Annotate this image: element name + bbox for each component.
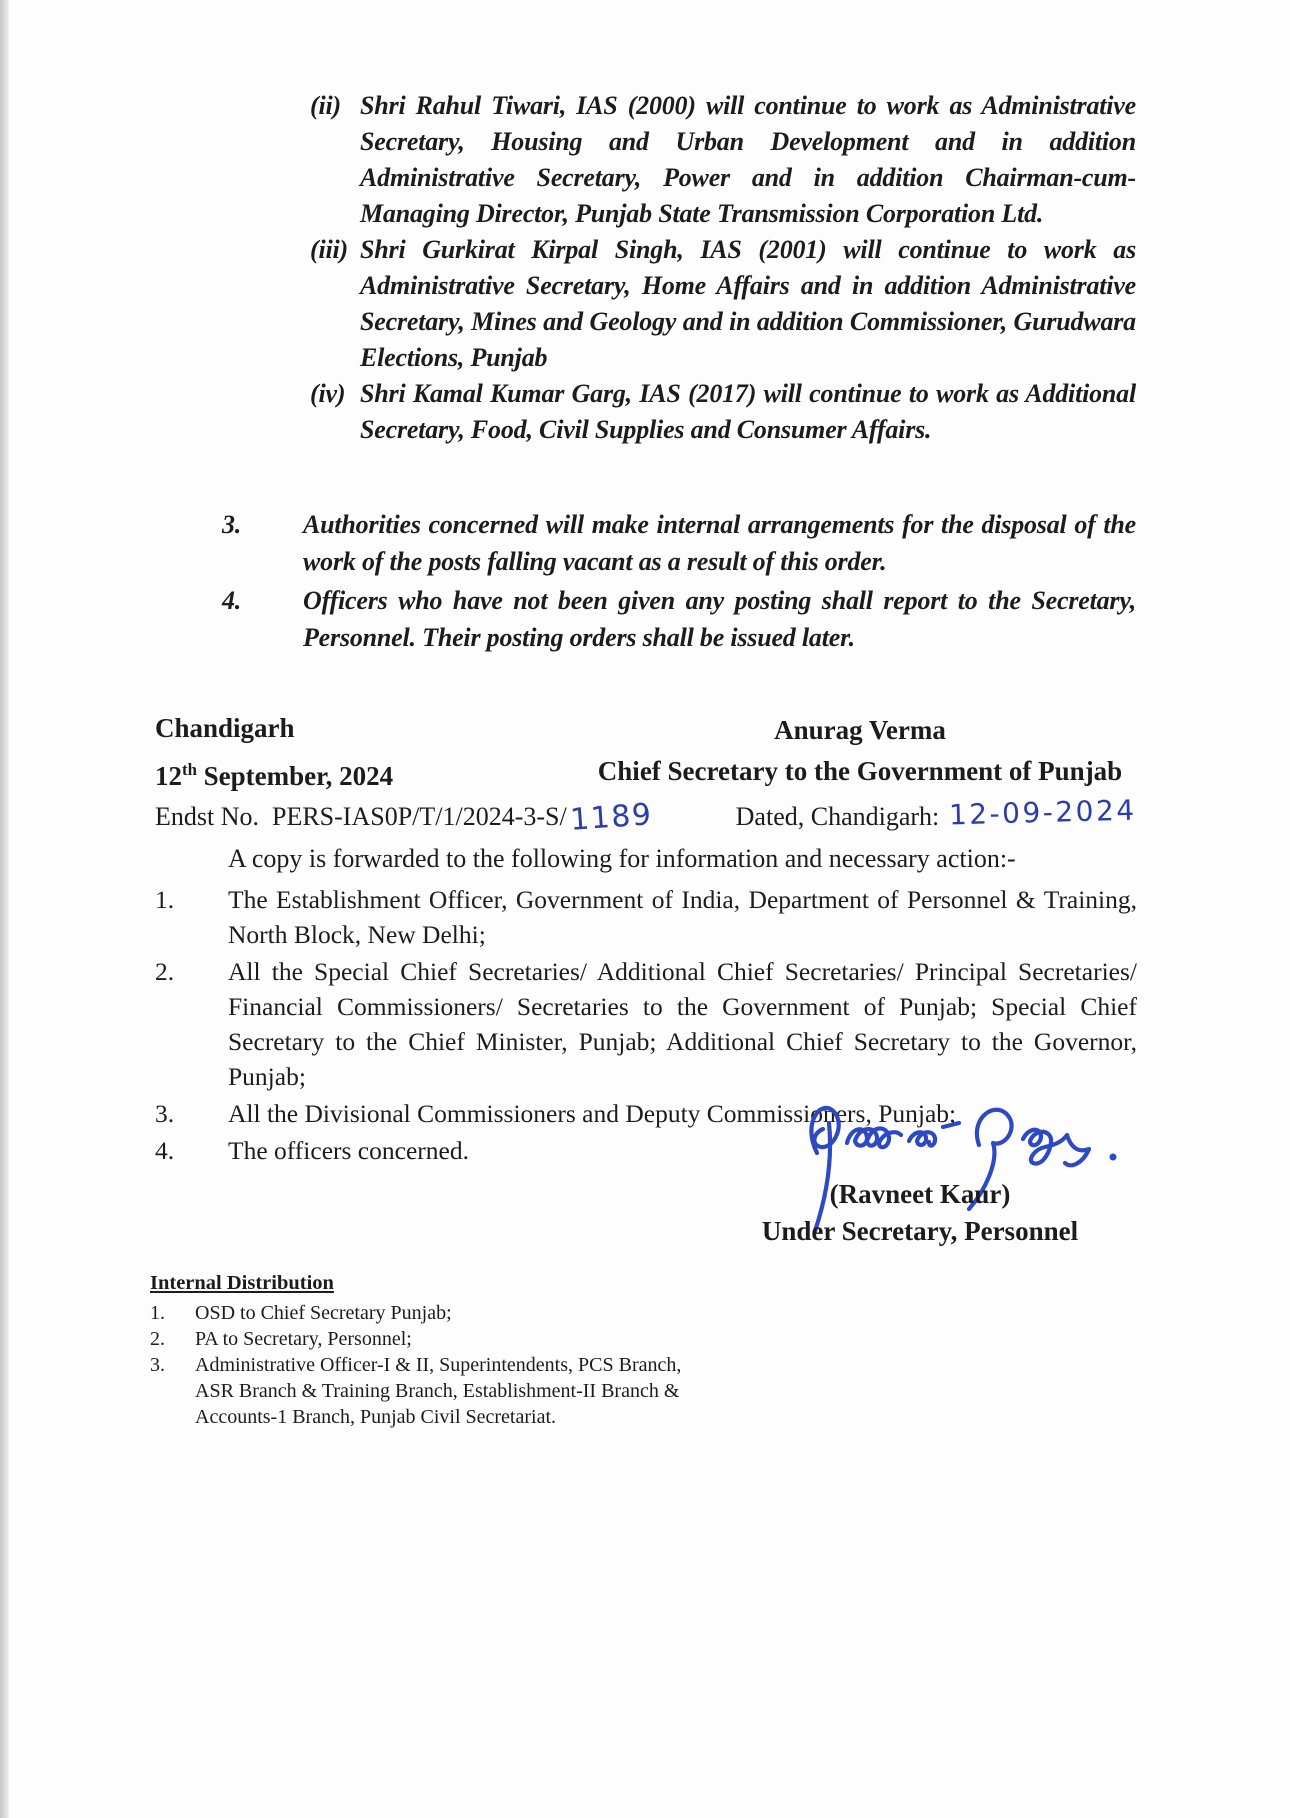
endorsement-date-group — [735, 793, 1138, 834]
order-item-ii — [310, 88, 1136, 232]
dated-label: Dated, Chandigarh: — [735, 802, 940, 831]
officer-order-list — [310, 88, 1136, 448]
forwarding-item-text: All the Divisional Commissioners and Deputy Commissioners, Punjab; — [228, 1099, 957, 1128]
endorsement-prefix: Endst No. PERS-IAS0P/T/1/2024-3-S/ — [155, 802, 567, 831]
forwarding-item-text: The officers concerned. — [228, 1136, 469, 1165]
forwarding-item-text: All the Special Chief Secretaries/ Additional Chief Secretaries/ Principal Secretaries/ Financial Commissioners/ Secretaries to the Government of Punjab; Special Chief Secretary to the Chief Minister, Punjab; Additional Chief Secretary to the Governor, Punjab; — [228, 957, 1137, 1091]
order-item-marker: (ii) — [310, 91, 341, 120]
internal-distribution — [150, 1270, 715, 1430]
signatory-title: Chief Secretary to the Government of Punjab — [597, 756, 1123, 786]
internal-item-text: PA to Secretary, Personnel; — [195, 1328, 412, 1350]
order-item-marker: (iii) — [310, 235, 348, 264]
handwritten-date: 12-09-2024 — [948, 793, 1138, 832]
internal-distribution-heading: Internal Distribution — [150, 1272, 334, 1294]
signatory-name: Anurag Verma — [774, 715, 946, 745]
internal-item — [150, 1352, 715, 1430]
date-line — [155, 749, 393, 797]
internal-item-number: 3. — [150, 1354, 165, 1376]
paragraph-number: 4. — [222, 586, 242, 615]
order-item-text: Shri Rahul Tiwari, IAS (2000) will continue to work as Administrative Secretary, Housing and Urban Development and in addition Administrative Secretary, Power and in addition Chairman-cum-Managing Director, Punjab State Transmission Corporation Ltd. — [360, 91, 1136, 228]
internal-item-text: OSD to Chief Secretary Punjab; — [195, 1302, 452, 1324]
place-date-block — [155, 708, 393, 797]
internal-item — [150, 1300, 715, 1326]
forwarding-item-number: 2. — [155, 957, 175, 986]
forwarding-item — [155, 882, 1137, 952]
forwarding-item-number: 3. — [155, 1099, 175, 1128]
forwarding-item-number: 1. — [155, 885, 175, 914]
endorsement-row — [155, 793, 1138, 838]
internal-item-number: 2. — [150, 1328, 165, 1350]
place: Chandigarh — [155, 713, 295, 743]
order-item-iv — [310, 376, 1136, 448]
paragraph-3 — [222, 506, 1136, 580]
date-ordinal: th — [182, 760, 197, 779]
under-secretary-block — [690, 1176, 1150, 1250]
order-item-text: Shri Kamal Kumar Garg, IAS (2017) will continue to work as Additional Secretary, Food, Civil Supplies and Consumer Affairs. — [360, 379, 1136, 444]
signatory-block — [530, 710, 1190, 792]
under-secretary-title: Under Secretary, Personnel — [761, 1216, 1079, 1246]
date-rest: September, 2024 — [196, 761, 394, 791]
internal-item-number: 1. — [150, 1302, 165, 1324]
forwarding-item-text: The Establishment Officer, Government of India, Department of Personnel & Training, North Block, New Delhi; — [228, 885, 1137, 949]
order-item-text: Shri Gurkirat Kirpal Singh, IAS (2001) will continue to work as Administrative Secretary, Home Affairs and in addition Administrative Secretary, Mines and Geology and in addition Commissioner, Gurudwara Elections, Punjab — [360, 235, 1136, 372]
paragraph-text: Authorities concerned will make internal arrangements for the disposal of the work of the posts falling vacant as a result of this order. — [303, 510, 1136, 576]
order-item-marker: (iv) — [310, 379, 346, 408]
internal-item — [150, 1326, 715, 1352]
paragraph-4 — [222, 582, 1136, 656]
internal-item-text: Administrative Officer-I & II, Superintendents, PCS Branch, ASR Branch & Training Branch, Establishment-II Branch & Accounts-1 Branch, Punjab Civil Secretariat. — [195, 1354, 682, 1428]
order-item-iii — [310, 232, 1136, 376]
paragraph-number: 3. — [222, 510, 242, 539]
scan-edge-shadow — [0, 0, 9, 1818]
handwritten-endorsement-number: 1189 — [568, 797, 654, 838]
forwarding-item-number: 4. — [155, 1136, 175, 1165]
copy-forwarded-line: A copy is forwarded to the following for information and necessary action:- — [228, 844, 1016, 873]
under-secretary-name: (Ravneet Kaur) — [829, 1179, 1011, 1209]
paragraph-text: Officers who have not been given any posting shall report to the Secretary, Personnel. Their posting orders shall be issued later. — [303, 586, 1136, 652]
endorsement-number-group — [155, 797, 654, 838]
date-day: 12 — [155, 761, 182, 791]
forwarding-item — [155, 954, 1137, 1094]
